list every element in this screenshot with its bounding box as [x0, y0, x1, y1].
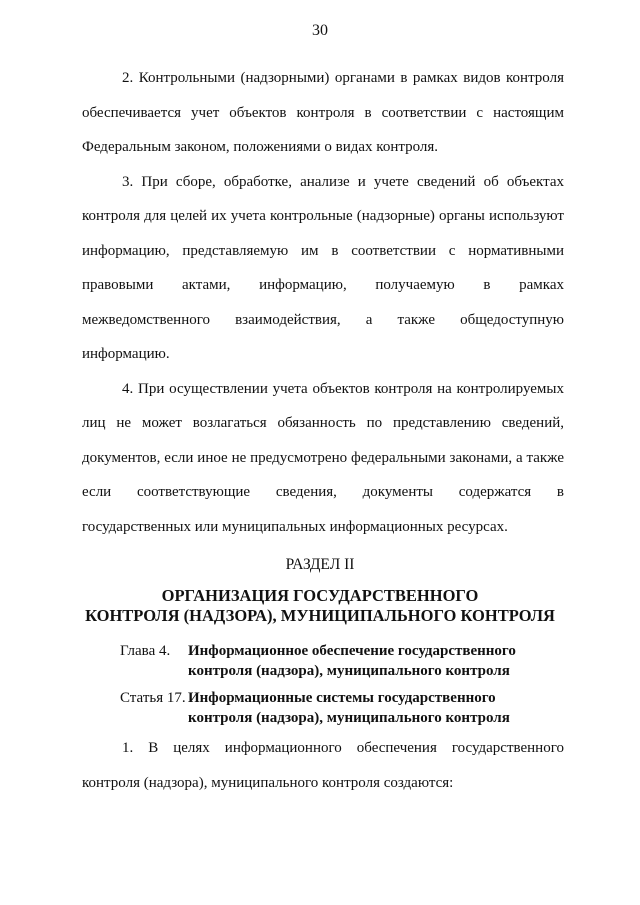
chapter-title-line2: контроля (надзора), муниципального контроля	[188, 663, 510, 679]
page-number: 30	[312, 22, 328, 39]
article-heading	[120, 688, 560, 728]
body-text-top	[82, 61, 564, 544]
article-label: Статья 17.	[120, 690, 186, 706]
article-title-line1: Информационные системы государственного	[188, 690, 496, 706]
chapter-heading	[120, 641, 560, 681]
section-title	[0, 586, 640, 626]
article-paragraph-1: 1. В целях информационного обеспечения государственного контроля (надзора), муниципального контроля создаются:	[82, 740, 564, 791]
chapter-label: Глава 4.	[120, 643, 171, 659]
section-title-line2: КОНТРОЛЯ (НАДЗОРА), МУНИЦИПАЛЬНОГО КОНТРОЛЯ	[85, 606, 555, 625]
paragraph-3: 3. При сборе, обработке, анализе и учете сведений об объектах контроля для целей их учета контрольные (надзорные) органы используют информацию, представляемую им в соответствии с нормативными правовыми актами, информацию, получаемую в рамках межведомственного взаимодействия, а также общедоступную информацию.	[82, 173, 564, 362]
paragraph-4: 4. При осуществлении учета объектов контроля на контролируемых лиц не может возлагаться обязанность по представлению сведений, документов, если иное не предусмотрено федеральными законами, а также если соответствующие сведения, документы содержатся в государственных или муниципальных информационных ресурсах.	[82, 380, 564, 535]
chapter-title-line1: Информационное обеспечение государственного	[188, 643, 516, 659]
article-title-line2: контроля (надзора), муниципального контроля	[188, 710, 510, 726]
body-text-bottom	[82, 731, 564, 800]
section-label: РАЗДЕЛ II	[285, 556, 355, 573]
paragraph-2: 2. Контрольными (надзорными) органами в рамках видов контроля обеспечивается учет объектов контроля в соответствии с настоящим Федеральным законом, положениями о видах контроля.	[82, 70, 564, 155]
section-title-line1: ОРГАНИЗАЦИЯ ГОСУДАРСТВЕННОГО	[161, 586, 479, 605]
